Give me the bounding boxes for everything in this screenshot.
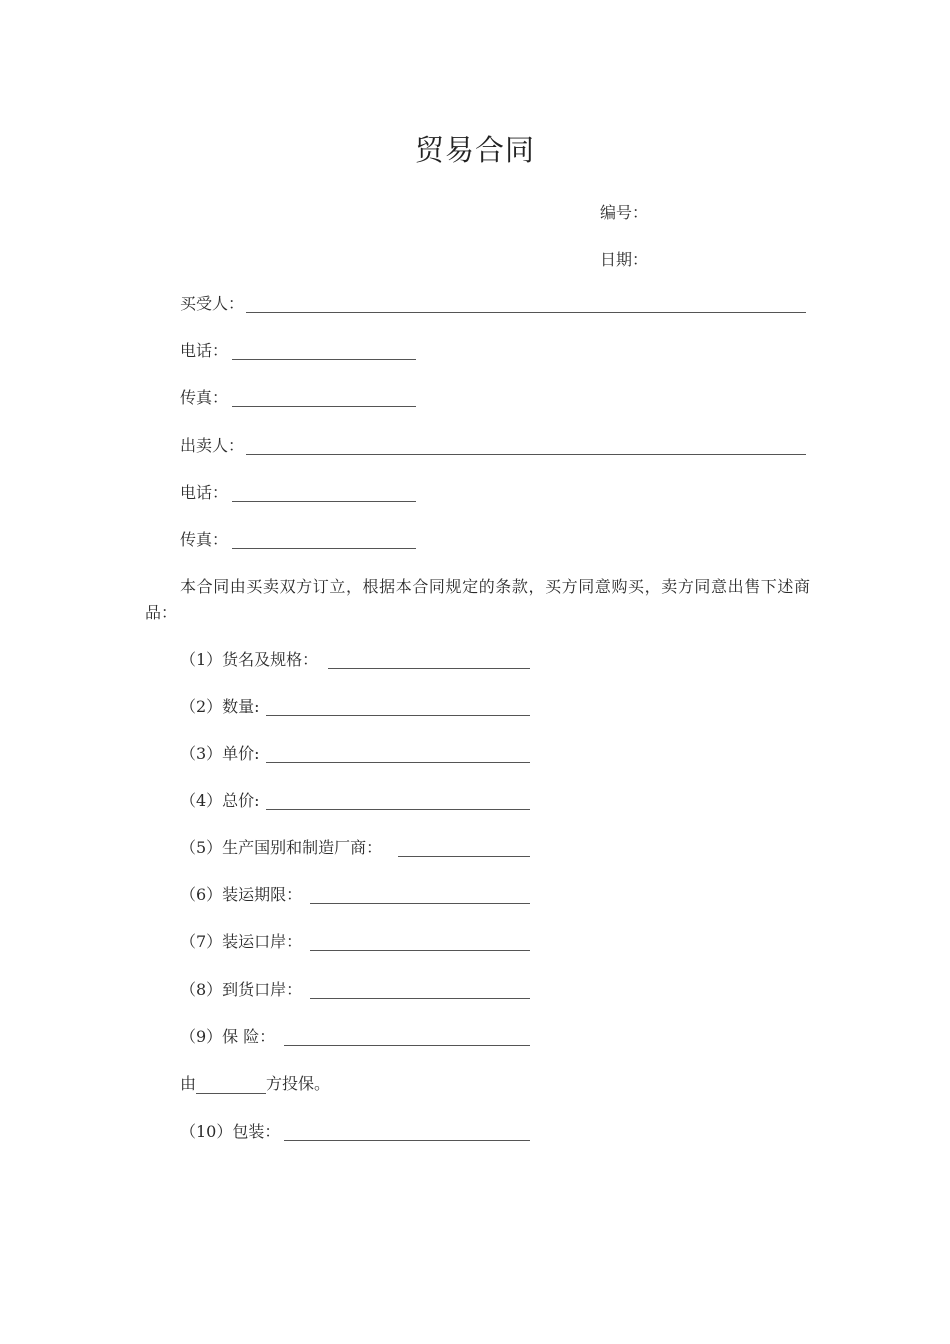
date-label: 日期：	[600, 250, 649, 269]
item-label: （5）生产国别和制造厂商：	[180, 838, 383, 857]
buyer-fax-label: 传真：	[180, 388, 229, 407]
seller-phone-row	[180, 483, 228, 503]
seller-label: 出卖人：	[180, 436, 245, 455]
insurance-suffix: 方投保。	[266, 1074, 331, 1093]
item-row	[180, 838, 382, 858]
item-blank	[266, 715, 530, 716]
item-blank	[310, 903, 530, 904]
item-blank	[310, 998, 530, 999]
number-label: 编号：	[600, 203, 649, 222]
buyer-phone-blank	[232, 359, 416, 360]
intro-paragraph: 本合同由买卖双方订立，根据本合同规定的条款，买方同意购买，卖方同意出售下述商品：	[145, 577, 810, 622]
buyer-phone-row	[180, 341, 228, 361]
buyer-fax-row	[180, 388, 228, 408]
item-blank	[266, 809, 530, 810]
item-label: （9）保 险：	[180, 1027, 276, 1046]
item-row	[180, 932, 302, 952]
item-label: （2）数量:	[180, 697, 260, 716]
seller-row	[180, 436, 244, 456]
item-row	[180, 980, 302, 1000]
item-blank	[266, 762, 530, 763]
buyer-fax-blank	[232, 406, 416, 407]
insurance-row	[180, 1074, 330, 1094]
packaging-blank	[284, 1140, 530, 1141]
packaging-row	[180, 1122, 280, 1142]
item-label: （8）到货口岸：	[180, 980, 303, 999]
buyer-row	[180, 294, 244, 314]
item-row	[180, 744, 260, 764]
seller-fax-label: 传真：	[180, 530, 229, 549]
item-label: （6）装运期限：	[180, 885, 303, 904]
packaging-label: （10）包装：	[180, 1122, 281, 1141]
item-row	[180, 885, 302, 905]
item-row	[180, 650, 318, 670]
item-row	[180, 791, 260, 811]
item-blank	[328, 668, 530, 669]
item-row	[180, 1027, 275, 1047]
seller-phone-label: 电话：	[180, 483, 229, 502]
item-label: （4）总价:	[180, 791, 260, 810]
buyer-label: 买受人：	[180, 294, 245, 313]
buyer-blank	[246, 312, 806, 313]
seller-fax-row	[180, 530, 228, 550]
buyer-phone-label: 电话：	[180, 341, 229, 360]
insurance-prefix: 由	[180, 1074, 197, 1093]
item-blank	[310, 950, 530, 951]
item-label: （7）装运口岸：	[180, 932, 303, 951]
seller-phone-blank	[232, 501, 416, 502]
item-row	[180, 697, 260, 717]
item-blank	[398, 856, 530, 857]
item-label: （3）单价:	[180, 744, 260, 763]
item-blank	[284, 1045, 530, 1046]
item-label: （1）货名及规格：	[180, 650, 319, 669]
seller-blank	[246, 454, 806, 455]
insurance-party-blank	[196, 1076, 266, 1094]
document-title: 贸易合同	[414, 133, 535, 167]
seller-fax-blank	[232, 548, 416, 549]
